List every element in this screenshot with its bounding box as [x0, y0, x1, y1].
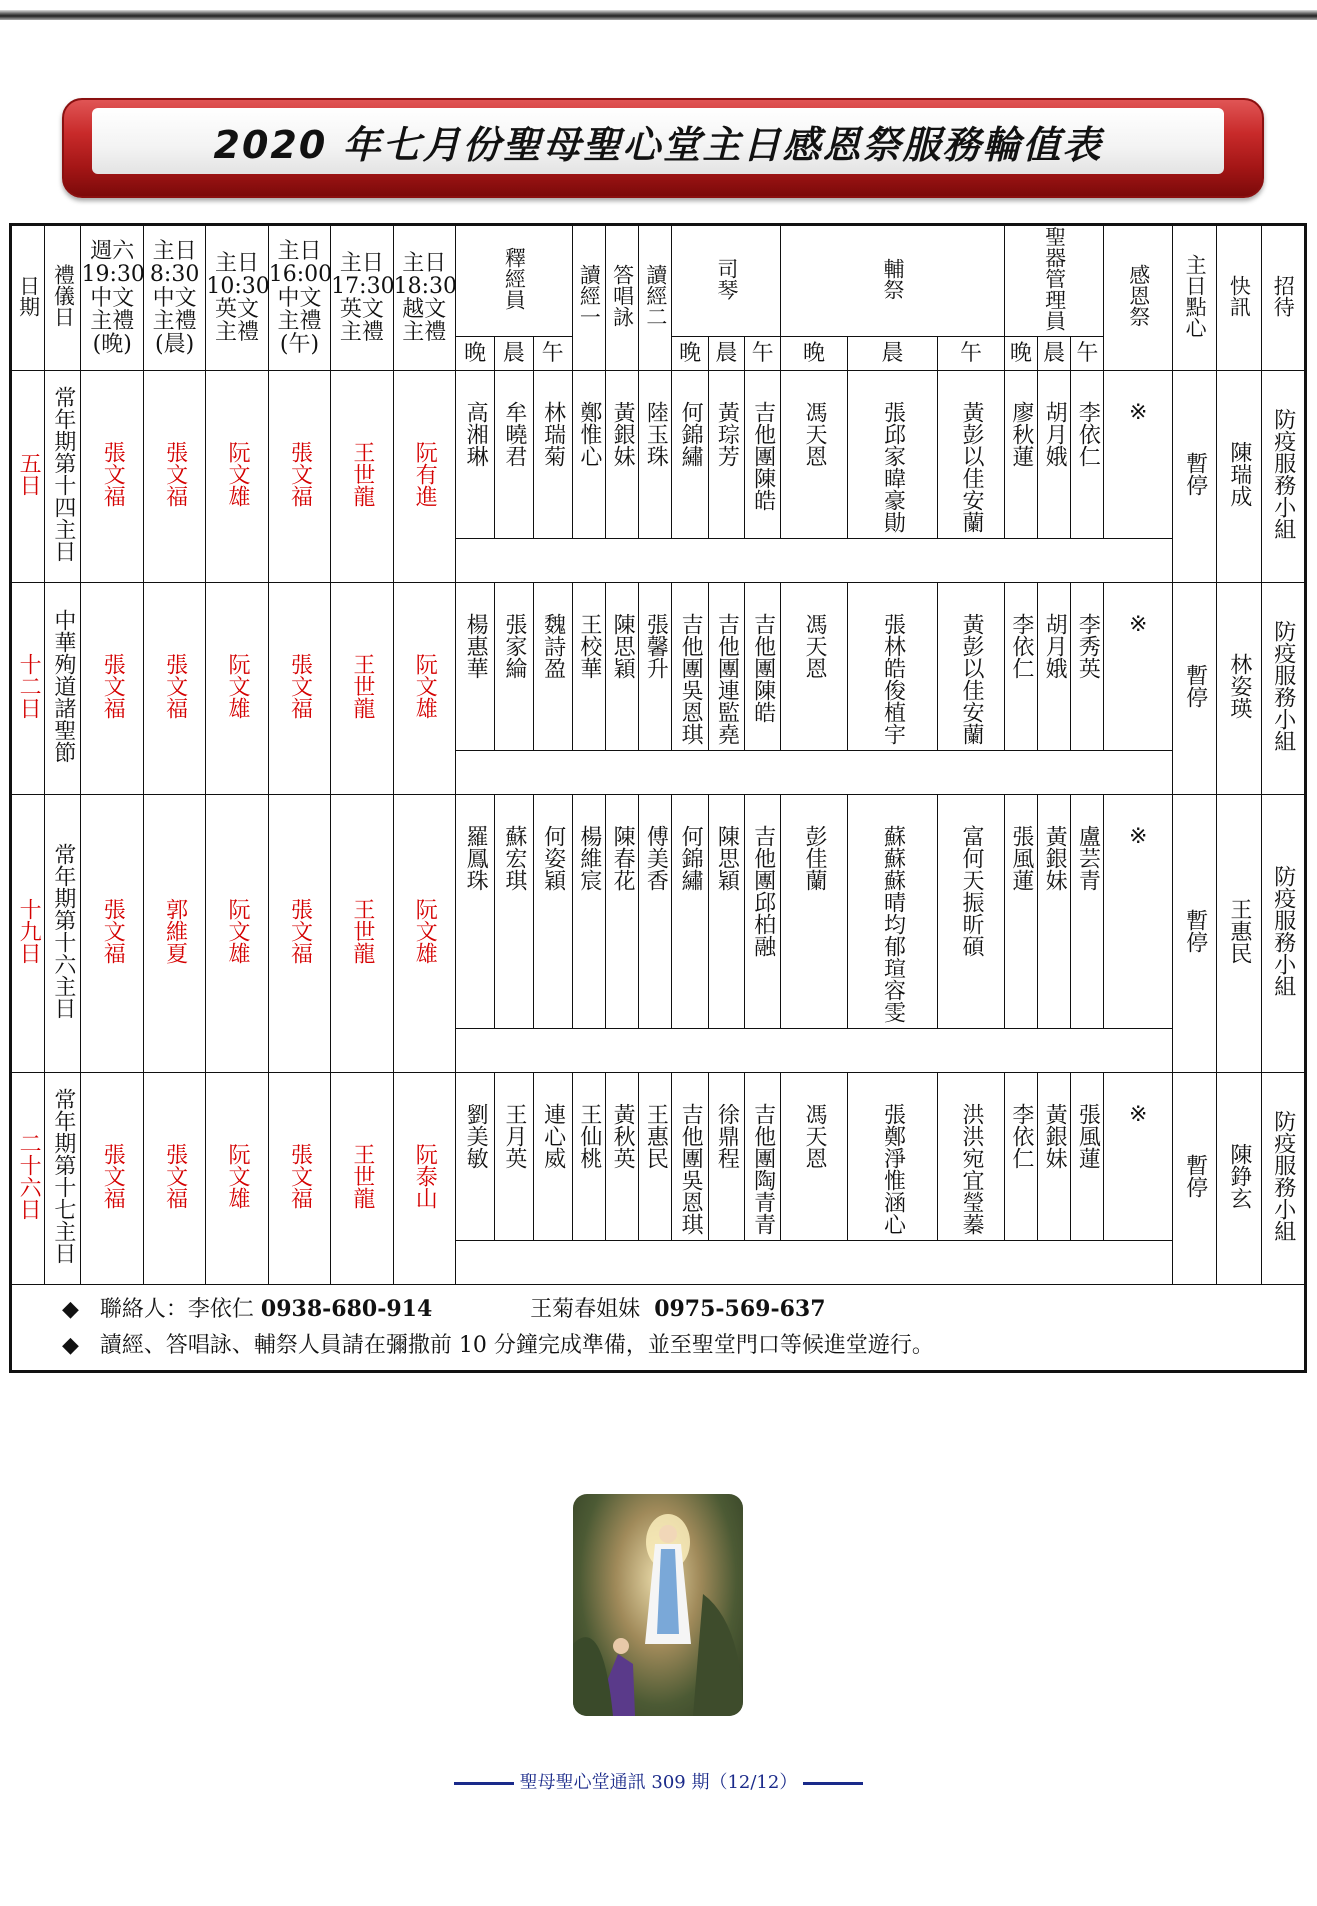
- lector-cell: 劉美敏: [456, 1073, 495, 1241]
- mass-header-line: 主禮: [152, 308, 197, 334]
- bulletin-cell: 林姿瑛: [1217, 583, 1261, 795]
- sacristan-cell: 李秀英: [1071, 583, 1104, 751]
- mass-header-line: 8:30: [149, 262, 200, 288]
- sub-eve: 晚: [672, 337, 708, 371]
- mass-header-line: 主禮: [90, 308, 135, 334]
- mass-header-line: 19:30: [81, 262, 145, 288]
- reading2-cell: 陸玉珠: [639, 371, 672, 539]
- organ-cell: 陳思穎: [708, 795, 744, 1029]
- top-rule: [0, 10, 1317, 20]
- mass-header-line: (午): [279, 331, 320, 357]
- sacristan-cell: 胡月娥: [1038, 583, 1071, 751]
- virgin-mary-picture: [573, 1494, 743, 1716]
- usher-cell: 防疫服務小組: [1261, 1073, 1305, 1285]
- sub-noon: 午: [533, 337, 572, 371]
- organ-cell: 何錦繡: [672, 371, 708, 539]
- footer-text: 聖母聖心堂通訊 309 期（12/12）: [519, 1772, 798, 1793]
- psalm-cell: 黃秋英: [606, 1073, 639, 1241]
- sub-noon: 午: [938, 337, 1004, 371]
- usher-cell: 防疫服務小組: [1261, 795, 1305, 1073]
- psalm-cell: 陳思穎: [606, 583, 639, 751]
- lector-cell: 牟曉君: [495, 371, 533, 539]
- mass-header-line: 主禮: [277, 308, 322, 334]
- celebrant-cell: 張文福: [268, 1073, 330, 1285]
- header-thanks: 感恩祭: [1104, 225, 1172, 371]
- mass-header-line: 主日: [402, 250, 447, 276]
- header-mass-1: [81, 225, 143, 371]
- sub-noon: 午: [1071, 337, 1104, 371]
- server-cell: 馮天恩: [781, 1073, 847, 1241]
- sub-noon: 午: [744, 337, 780, 371]
- celebrant-cell: 阮文雄: [393, 583, 455, 795]
- celebrant-cell: 王世龍: [331, 371, 393, 583]
- server-cell: 黃彭以佳安蘭: [938, 583, 1004, 751]
- mass-header-line: 中文: [152, 285, 197, 311]
- celebrant-cell: 阮文雄: [206, 795, 268, 1073]
- instruction-line: ◆ 讀經、答唱詠、輔祭人員請在彌撒前 10 分鐘完成準備，並至聖堂門口等候進堂遊行。: [62, 1333, 934, 1359]
- lector-cell: 林瑞菊: [533, 371, 572, 539]
- mass-header-line: 週六: [90, 239, 135, 265]
- usher-cell: 防疫服務小組: [1261, 371, 1305, 583]
- sacristan-cell: 黃銀妹: [1038, 1073, 1071, 1241]
- mass-header-line: 17:30: [331, 273, 395, 299]
- celebrant-cell: 王世龍: [331, 795, 393, 1073]
- liturgy-cell: 常年期第十六主日: [45, 795, 81, 1073]
- reading1-cell: 王校華: [572, 583, 605, 751]
- sacristan-cell: 盧芸青: [1071, 795, 1104, 1029]
- celebrant-cell: 張文福: [268, 371, 330, 583]
- liturgy-cell: 常年期第十四主日: [45, 371, 81, 583]
- celebrant-cell: 張文福: [81, 795, 143, 1073]
- bulletin-cell: 陳瑞成: [1217, 371, 1261, 583]
- mass-header-line: 越文: [402, 297, 447, 323]
- notes-cell: [11, 1285, 1306, 1372]
- reading2-cell: 傅美香: [639, 795, 672, 1029]
- header-reading2: 讀經二: [639, 225, 672, 371]
- date-cell: 十九日: [11, 795, 45, 1073]
- server-cell: 馮天恩: [781, 371, 847, 539]
- header-server: 輔祭: [781, 225, 1005, 337]
- snack-cell: 暫停: [1172, 371, 1216, 583]
- page-title: 2020 年七月份聖母聖心堂主日感恩祭服務輪值表: [213, 122, 1103, 167]
- thanks-cell: ※: [1104, 583, 1172, 751]
- celebrant-cell: 張文福: [268, 583, 330, 795]
- celebrant-cell: 阮泰山: [393, 1073, 455, 1285]
- lector-cell: 何姿穎: [533, 795, 572, 1029]
- mass-header-line: 英文: [339, 297, 384, 323]
- mass-header-line: (晨): [155, 331, 195, 357]
- sub-eve: 晚: [781, 337, 847, 371]
- bulletin-cell: 王惠民: [1217, 795, 1261, 1073]
- bulletin-cell: 陳錚玄: [1217, 1073, 1261, 1285]
- mass-header-line: 18:30: [393, 273, 457, 299]
- server-cell: 張林皓俊植宇: [847, 583, 938, 751]
- snack-cell: 暫停: [1172, 583, 1216, 795]
- sub-morn: 晨: [495, 337, 533, 371]
- celebrant-cell: 張文福: [143, 371, 205, 583]
- mass-header-line: 主日: [152, 239, 197, 265]
- title-plate: [92, 108, 1224, 174]
- sacristan-cell: 胡月娥: [1038, 371, 1071, 539]
- celebrant-cell: 王世龍: [331, 583, 393, 795]
- blank-row: [456, 1241, 1173, 1285]
- server-cell: 富何天振昕碩: [938, 795, 1004, 1029]
- header-bulletin: 快訊: [1217, 225, 1261, 371]
- mass-header-line: 主日: [339, 250, 384, 276]
- organ-cell: 徐鼎程: [708, 1073, 744, 1241]
- sub-eve: 晚: [456, 337, 495, 371]
- mass-header-line: 主禮: [402, 320, 447, 346]
- mass-header-line: 主禮: [339, 320, 384, 346]
- header-mass-2: [143, 225, 205, 371]
- celebrant-cell: 阮文雄: [393, 795, 455, 1073]
- celebrant-cell: 阮文雄: [206, 1073, 268, 1285]
- mass-header-line: 16:00: [268, 262, 333, 288]
- header-date: 日期: [11, 225, 45, 371]
- lector-cell: 魏詩盈: [533, 583, 572, 751]
- date-cell: 五日: [11, 371, 45, 583]
- server-cell: 張鄭淨惟涵心: [847, 1073, 938, 1241]
- organ-cell: 吉他團邱柏融: [744, 795, 780, 1029]
- mass-header-line: 主禮: [215, 320, 260, 346]
- blank-row: [456, 751, 1173, 795]
- celebrant-cell: 張文福: [143, 1073, 205, 1285]
- mass-header-line: 主日: [215, 250, 260, 276]
- mass-header-line: 中文: [90, 285, 135, 311]
- organ-cell: 何錦繡: [672, 795, 708, 1029]
- organ-cell: 吉他團吳恩琪: [672, 583, 708, 751]
- sacristan-cell: 廖秋蓮: [1004, 371, 1037, 539]
- header-liturgy: 禮儀日: [45, 225, 81, 371]
- lector-cell: 羅鳳珠: [456, 795, 495, 1029]
- organ-cell: 黃琮芳: [708, 371, 744, 539]
- header-organ: 司琴: [672, 225, 781, 337]
- organ-cell: 吉他團連監堯: [708, 583, 744, 751]
- sub-morn: 晨: [847, 337, 938, 371]
- page-footer: [0, 1768, 1317, 1794]
- psalm-cell: 陳春花: [606, 795, 639, 1029]
- thanks-cell: ※: [1104, 1073, 1172, 1241]
- organ-cell: 吉他團吳恩琪: [672, 1073, 708, 1241]
- sub-eve: 晚: [1004, 337, 1037, 371]
- celebrant-cell: 張文福: [143, 583, 205, 795]
- mass-header-line: 中文: [277, 285, 322, 311]
- thanks-cell: ※: [1104, 795, 1172, 1029]
- usher-cell: 防疫服務小組: [1261, 583, 1305, 795]
- celebrant-cell: 張文福: [81, 371, 143, 583]
- header-sacristan: 聖器管理員: [1004, 225, 1104, 337]
- organ-cell: 吉他團陳皓: [744, 583, 780, 751]
- psalm-cell: 黃銀妹: [606, 371, 639, 539]
- header-snack: 主日點心: [1172, 225, 1216, 371]
- date-cell: 十二日: [11, 583, 45, 795]
- celebrant-cell: 阮文雄: [206, 371, 268, 583]
- header-usher: 招待: [1261, 225, 1305, 371]
- sacristan-cell: 張風蓮: [1071, 1073, 1104, 1241]
- server-cell: 馮天恩: [781, 583, 847, 751]
- lector-cell: 王月英: [495, 1073, 533, 1241]
- server-cell: 黃彭以佳安蘭: [938, 371, 1004, 539]
- reading2-cell: 張馨升: [639, 583, 672, 751]
- sacristan-cell: 黃銀妹: [1038, 795, 1071, 1029]
- server-cell: 洪洪宛宜瑩蓁: [938, 1073, 1004, 1241]
- celebrant-cell: 阮文雄: [206, 583, 268, 795]
- sacristan-cell: 李依仁: [1071, 371, 1104, 539]
- celebrant-cell: 郭維夏: [143, 795, 205, 1073]
- header-mass-4: [268, 225, 333, 371]
- celebrant-cell: 王世龍: [331, 1073, 393, 1285]
- celebrant-cell: 張文福: [81, 1073, 143, 1285]
- header-psalm: 答唱詠: [606, 225, 639, 371]
- sub-morn: 晨: [1038, 337, 1071, 371]
- organ-cell: 吉他團陶青青: [744, 1073, 780, 1241]
- lector-cell: 蘇宏琪: [495, 795, 533, 1029]
- reading2-cell: 王惠民: [639, 1073, 672, 1241]
- blank-row: [456, 539, 1173, 583]
- date-cell: 二十六日: [11, 1073, 45, 1285]
- lector-cell: 張家綸: [495, 583, 533, 751]
- lector-cell: 高湘琳: [456, 371, 495, 539]
- lector-cell: 楊惠華: [456, 583, 495, 751]
- celebrant-cell: 阮有進: [393, 371, 455, 583]
- sacristan-cell: 張風蓮: [1004, 795, 1037, 1029]
- blank-row: [456, 1029, 1173, 1073]
- mass-header-line: (晚): [92, 331, 132, 357]
- reading1-cell: 王仙桃: [572, 1073, 605, 1241]
- snack-cell: 暫停: [1172, 1073, 1216, 1285]
- mass-header-line: 英文: [215, 297, 260, 323]
- header-reading1: 讀經一: [572, 225, 605, 371]
- server-cell: 張邱家暐豪勛: [847, 371, 938, 539]
- schedule-table: [9, 223, 1307, 1373]
- celebrant-cell: 張文福: [81, 583, 143, 795]
- contact-line: ◆ 聯絡人：李依仁 0938-680-914 王菊春姐妹 0975-569-637: [62, 1296, 826, 1323]
- server-cell: 蘇蘇蘇晴均郁瑄容雯: [847, 795, 938, 1029]
- lector-cell: 連心威: [533, 1073, 572, 1241]
- thanks-cell: ※: [1104, 371, 1172, 539]
- organ-cell: 吉他團陳皓: [744, 371, 780, 539]
- sub-morn: 晨: [708, 337, 744, 371]
- server-cell: 彭佳蘭: [781, 795, 847, 1029]
- sacristan-cell: 李依仁: [1004, 1073, 1037, 1241]
- header-mass-3: [206, 225, 268, 371]
- reading1-cell: 楊維宸: [572, 795, 605, 1029]
- header-lectors: 釋經員: [456, 225, 573, 337]
- mass-header-line: 主日: [277, 239, 322, 265]
- celebrant-cell: 張文福: [268, 795, 330, 1073]
- liturgy-cell: 常年期第十七主日: [45, 1073, 81, 1285]
- header-mass-6: [393, 225, 455, 371]
- reading1-cell: 鄭惟心: [572, 371, 605, 539]
- liturgy-cell: 中華殉道諸聖節: [45, 583, 81, 795]
- header-mass-5: [331, 225, 393, 371]
- mass-header-line: 10:30: [206, 273, 270, 299]
- sacristan-cell: 李依仁: [1004, 583, 1037, 751]
- snack-cell: 暫停: [1172, 795, 1216, 1073]
